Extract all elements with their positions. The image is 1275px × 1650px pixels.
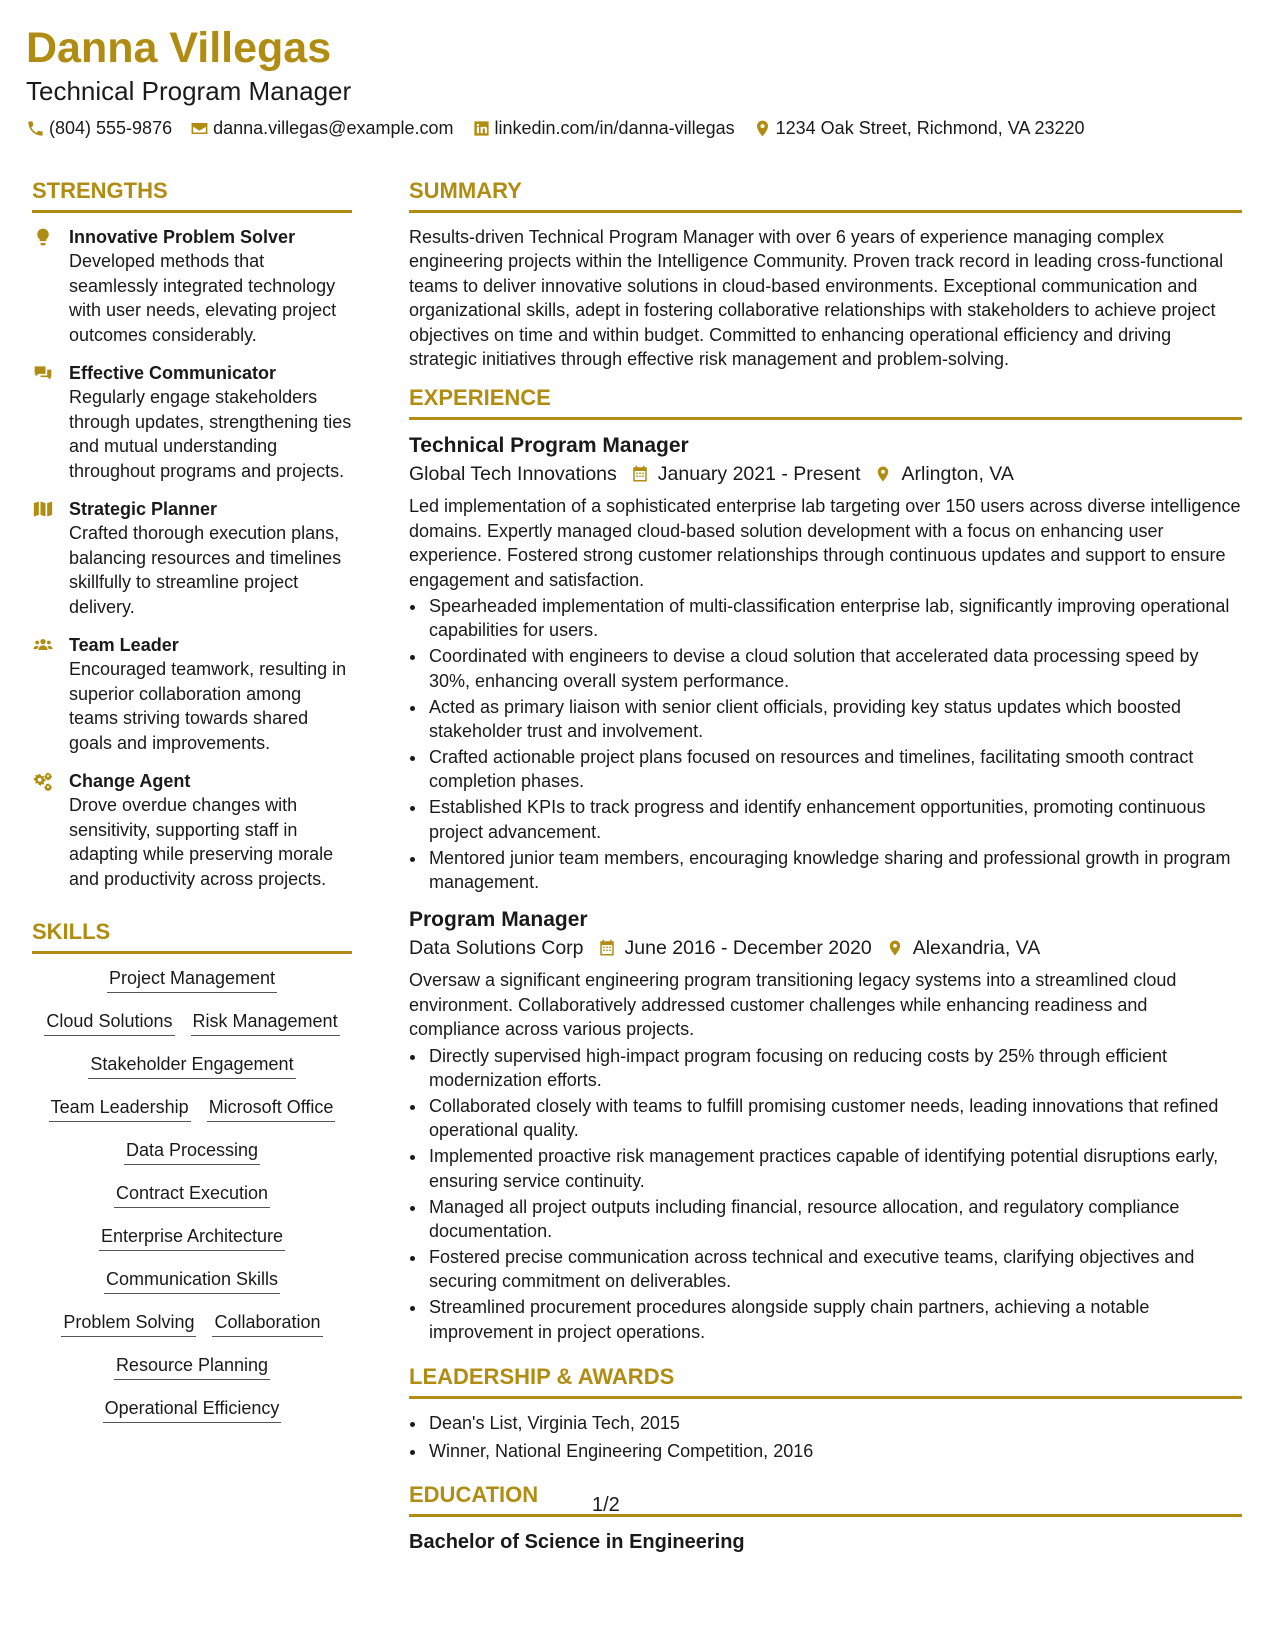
strength-item	[32, 769, 352, 891]
skill-tag: Stakeholder Engagement	[88, 1052, 295, 1079]
skill-tag: Collaboration	[212, 1310, 322, 1337]
candidate-title: Technical Program Manager	[26, 76, 352, 106]
education-degree: Bachelor of Science in Engineering	[409, 1530, 745, 1553]
strength-desc: Drove overdue changes with sensitivity, supporting staff in adapting while preserving morale and productivity across projects.	[69, 795, 334, 889]
contact-email-text[interactable]: danna.villegas@example.com	[213, 118, 454, 138]
job-dates: June 2016 - December 2020	[624, 937, 872, 960]
contact-email[interactable]	[190, 118, 453, 139]
map-pin-icon	[874, 465, 892, 483]
skill-tag: Microsoft Office	[207, 1095, 336, 1122]
job-bullet: • Mentored junior team members, encouraging knowledge sharing and professional growth in program management.	[427, 846, 1242, 895]
strength-title: Strategic Planner	[69, 499, 218, 519]
job-meta	[409, 460, 1242, 488]
strength-title: Innovative Problem Solver	[69, 227, 296, 247]
envelope-icon	[190, 119, 209, 138]
strength-desc: Regularly engage stakeholders through updates, strengthening ties and mutual understanding throughout programs and projects.	[69, 387, 352, 481]
map-pin-icon	[753, 119, 772, 138]
resume-header	[26, 22, 1246, 139]
contact-address-text: 1234 Oak Street, Richmond, VA 23220	[775, 118, 1085, 138]
job-location: Arlington, VA	[901, 463, 1014, 486]
job-bullet: • Established KPIs to track progress and identify enhancement opportunities, promoting continuous project advancement.	[427, 795, 1242, 844]
strength-title: Team Leader	[69, 635, 179, 655]
summary-heading: SUMMARY	[409, 178, 1242, 213]
left-column	[32, 178, 352, 1439]
education-heading: EDUCATION	[409, 1482, 1242, 1517]
summary-text: Results-driven Technical Program Manager with over 6 years of experience managing complex engineering projects within the Intelligence Community. Proven track record in leading cross-functional teams to deliver innovative solutions in cloud-based environments. Exceptional communication and organizational skills, adept in fostering collaborative relationships with stakeholders to achieve project objectives on time and within budget. Committed to enhancing operational efficiency and driving strategic initiatives through effective risk management and problem-solving.	[409, 227, 1224, 370]
job-bullets	[409, 1044, 1242, 1344]
calendar-icon	[598, 939, 616, 957]
job-bullet: • Streamlined procurement procedures alongside supply chain partners, achieving a notable improvement in project operations.	[427, 1295, 1242, 1344]
job-company: Data Solutions Corp	[409, 937, 584, 960]
job-bullet: • Directly supervised high-impact program focusing on reducing costs by 25% through efficient modernization efforts.	[427, 1044, 1242, 1093]
skill-tag: Project Management	[107, 966, 277, 993]
job-location: Alexandria, VA	[912, 937, 1041, 960]
job-description: Oversaw a significant engineering program transitioning legacy systems into a streamlined cloud environment. Collaboratively addressed customer challenges while enhancing readiness and compliance across various projects.	[409, 970, 1177, 1040]
job-title: Technical Program Manager	[409, 434, 689, 458]
skill-tag: Contract Execution	[114, 1181, 270, 1208]
contact-phone-text: (804) 555-9876	[49, 118, 173, 138]
strength-item	[32, 225, 352, 347]
awards-list	[409, 1411, 1242, 1464]
map-icon	[32, 499, 54, 519]
contact-linkedin[interactable]	[472, 118, 735, 139]
strengths-heading: STRENGTHS	[32, 178, 352, 213]
contact-linkedin-text[interactable]: linkedin.com/in/danna-villegas	[494, 118, 735, 138]
candidate-name: Danna Villegas	[26, 24, 332, 72]
skill-tag: Team Leadership	[49, 1095, 191, 1122]
skill-tag: Operational Efficiency	[103, 1396, 282, 1423]
job-bullet: • Crafted actionable project plans focused on resources and timelines, facilitating smooth contract completion phases.	[427, 745, 1242, 794]
skills-list	[32, 966, 352, 1423]
job-meta	[409, 934, 1242, 962]
strength-desc: Encouraged teamwork, resulting in superior collaboration among teams striving towards shared goals and improvements.	[69, 659, 347, 753]
job-entry	[409, 432, 1242, 894]
job-bullet: • Managed all project outputs including financial, resource allocation, and regulatory compliance documentation.	[427, 1195, 1242, 1244]
strength-title: Change Agent	[69, 771, 191, 791]
page-number: 1/2	[592, 1494, 620, 1516]
job-bullets	[409, 594, 1242, 894]
job-entry	[409, 906, 1242, 1344]
contact-phone	[26, 118, 172, 139]
strength-desc: Crafted thorough execution plans, balancing resources and timelines skillfully to streamline project delivery.	[69, 523, 342, 617]
linkedin-icon	[472, 119, 491, 138]
users-icon	[32, 635, 54, 655]
job-bullet: • Fostered precise communication across technical and executive teams, clarifying objectives and securing commitment on deliverables.	[427, 1245, 1242, 1294]
comments-icon	[32, 363, 54, 383]
strength-title: Effective Communicator	[69, 363, 277, 383]
award-item: • Dean's List, Virginia Tech, 2015	[427, 1411, 1242, 1435]
job-bullet: • Coordinated with engineers to devise a cloud solution that accelerated data processing speed by 30%, enhancing overall system performance.	[427, 644, 1242, 693]
job-bullet: • Collaborated closely with teams to fulfill promising customer needs, leading innovations that refined operational quality.	[427, 1094, 1242, 1143]
skill-tag: Data Processing	[124, 1138, 260, 1165]
skill-tag: Risk Management	[191, 1009, 340, 1036]
strength-item	[32, 497, 352, 619]
contact-bar	[26, 118, 1246, 139]
strength-desc: Developed methods that seamlessly integrated technology with user needs, elevating project outcomes considerably.	[69, 251, 337, 345]
right-column	[409, 178, 1242, 1555]
job-title: Program Manager	[409, 908, 588, 932]
lightbulb-icon	[32, 227, 54, 247]
skill-tag: Cloud Solutions	[44, 1009, 174, 1036]
skills-heading: SKILLS	[32, 919, 352, 954]
job-description: Led implementation of a sophisticated enterprise lab targeting over 150 users across diverse intelligence domains. Expertly managed cloud-based solution development with a focus on enhancing user experience. Fostered strong customer relationships through continuous updates and support to ensure engagement and satisfaction.	[409, 496, 1241, 590]
calendar-icon	[631, 465, 649, 483]
phone-icon	[26, 119, 45, 138]
contact-address	[753, 118, 1085, 139]
job-dates: January 2021 - Present	[657, 463, 861, 486]
skill-tag: Communication Skills	[104, 1267, 280, 1294]
strength-item	[32, 633, 352, 755]
award-item: • Winner, National Engineering Competition, 2016	[427, 1439, 1242, 1463]
skill-tag: Enterprise Architecture	[99, 1224, 285, 1251]
job-company: Global Tech Innovations	[409, 463, 617, 486]
job-bullet: • Acted as primary liaison with senior client officials, providing key status updates which boosted stakeholder trust and involvement.	[427, 695, 1242, 744]
experience-heading: EXPERIENCE	[409, 385, 1242, 420]
map-pin-icon	[886, 939, 904, 957]
cogs-icon	[32, 771, 54, 791]
skill-tag: Problem Solving	[61, 1310, 196, 1337]
job-bullet: • Implemented proactive risk management practices capable of identifying potential disruptions early, ensuring service continuity.	[427, 1144, 1242, 1193]
awards-heading: LEADERSHIP & AWARDS	[409, 1364, 1242, 1399]
job-bullet: • Spearheaded implementation of multi-classification enterprise lab, significantly improving operational capabilities for users.	[427, 594, 1242, 643]
skill-tag: Resource Planning	[114, 1353, 270, 1380]
strength-item	[32, 361, 352, 483]
